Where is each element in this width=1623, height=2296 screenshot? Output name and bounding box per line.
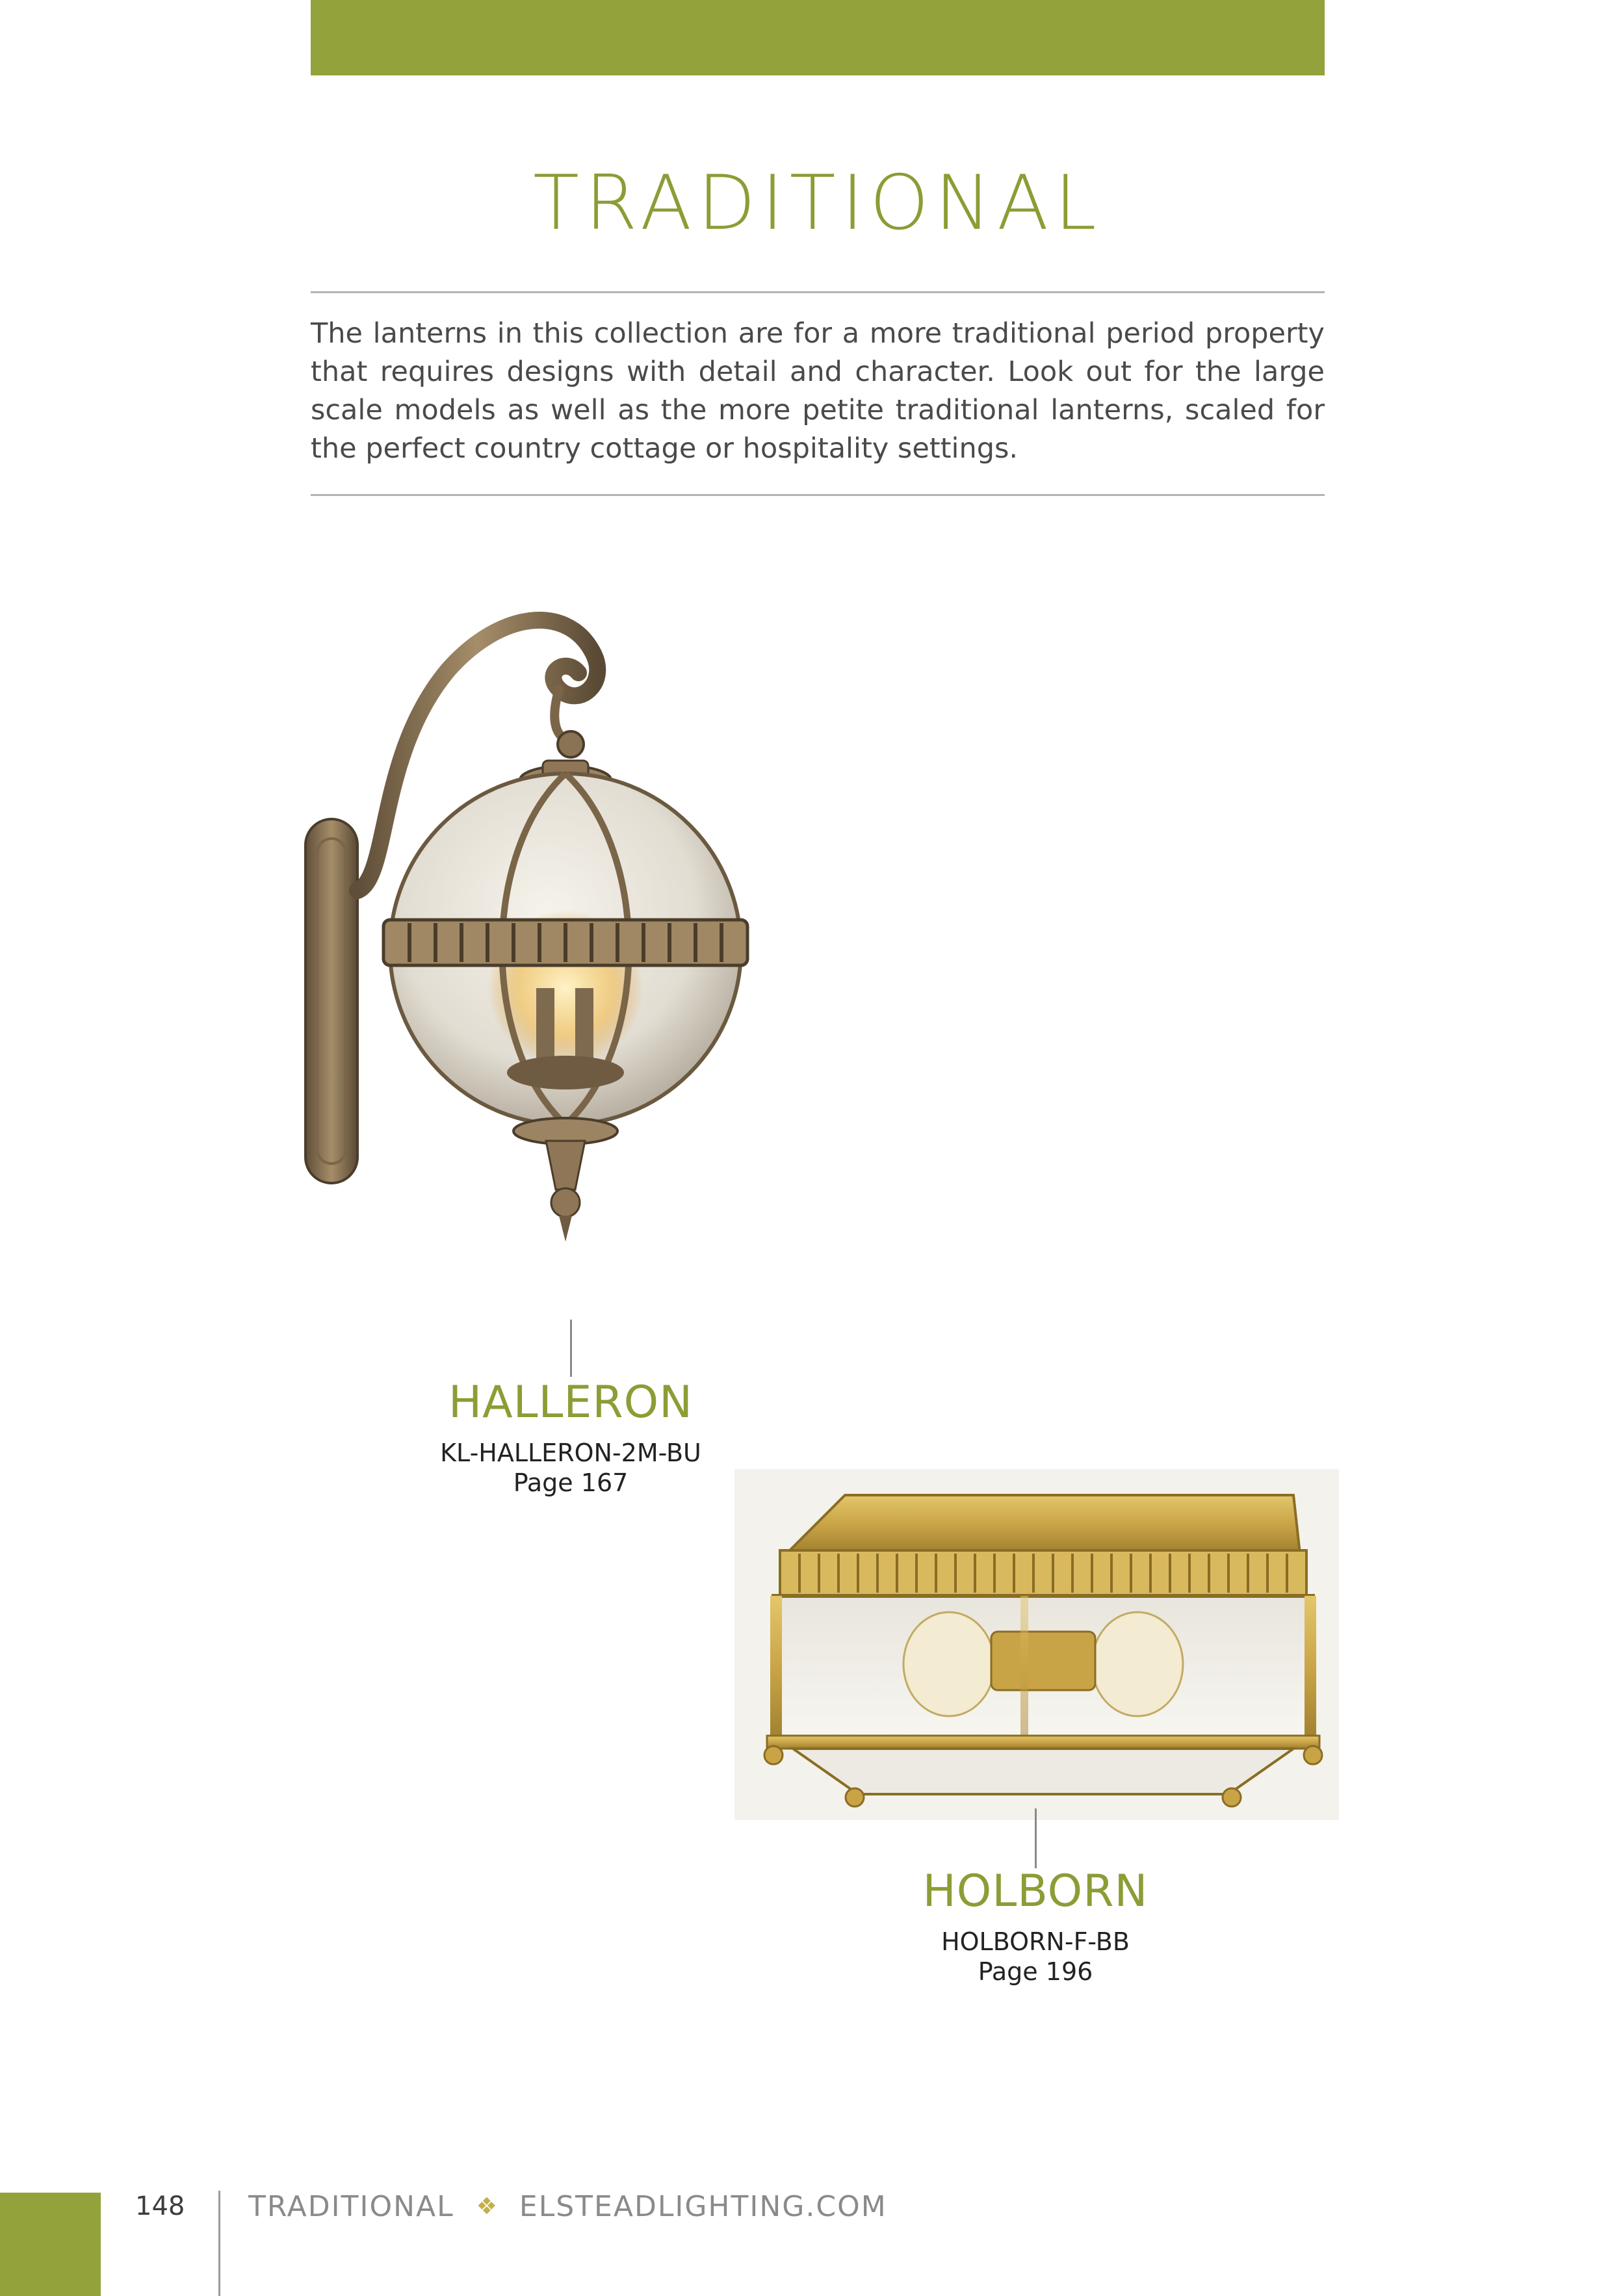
- halleron-product-name: HALLERON: [448, 1377, 694, 1428]
- footer-divider: [218, 2191, 220, 2296]
- footer-section-label: TRADITIONAL: [248, 2189, 454, 2223]
- page-title: TRADITIONAL: [533, 159, 1102, 247]
- holborn-leader-line: [1035, 1808, 1037, 1868]
- holborn-product-name: HOLBORN: [922, 1866, 1149, 1917]
- footer-website: ELSTEADLIGHTING.COM: [519, 2189, 887, 2223]
- halleron-page-ref: Page 167: [513, 1468, 629, 1497]
- holborn-product-code: HOLBORN-F-BB: [941, 1927, 1130, 1956]
- footer-color-block: [0, 2193, 101, 2296]
- intro-paragraph: The lanterns in this collection are for a more traditional period property that requires designs with detail and character. Look out for the large scale models as well as the more petite traditional lanterns, scaled for the perfect country cottage or hospitality settings.: [311, 317, 1325, 465]
- top-color-bar: [311, 0, 1325, 75]
- halleron-lantern-image: [286, 540, 793, 1307]
- halleron-leader-line: [570, 1320, 572, 1377]
- diamond-separator-icon: ❖: [476, 2193, 497, 2220]
- holborn-lantern-image: [734, 1469, 1339, 1820]
- footer-running-title: [248, 2187, 887, 2226]
- holborn-page-ref: Page 196: [978, 1957, 1093, 1986]
- bottom-divider: [311, 494, 1325, 496]
- page-number: 148: [135, 2191, 185, 2221]
- top-divider: [311, 291, 1325, 293]
- halleron-product-code: KL-HALLERON-2M-BU: [440, 1439, 701, 1467]
